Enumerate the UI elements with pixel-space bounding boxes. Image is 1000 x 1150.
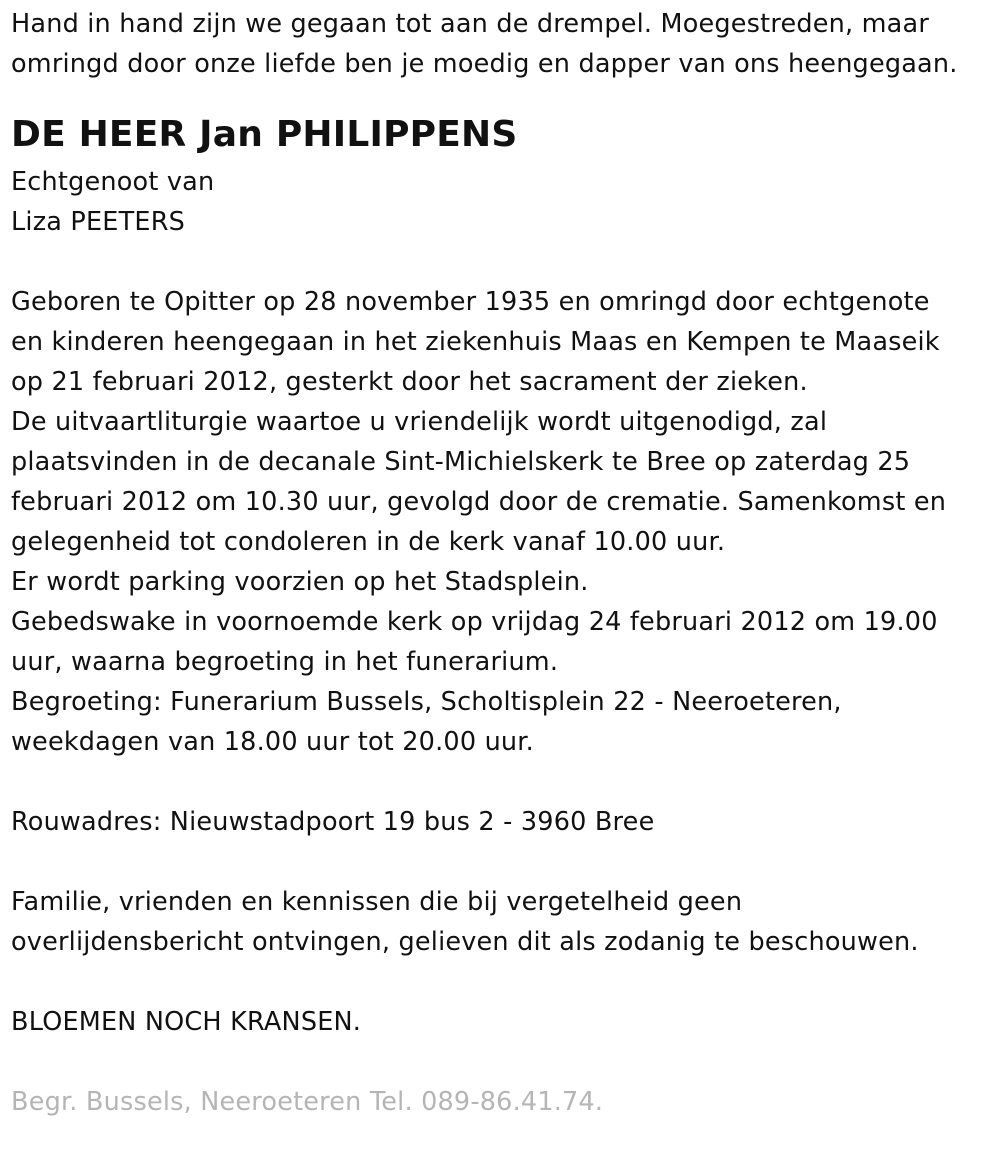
details-line: Er wordt parking voorzien op het Stadsplein. xyxy=(11,567,589,597)
flowers-note: BLOEMEN NOCH KRANSEN. xyxy=(11,1007,362,1037)
details-block xyxy=(11,282,991,762)
details-line: Geboren te Opitter op 28 november 1935 en omringd door echtgenote xyxy=(11,287,930,317)
details-line: Begroeting: Funerarium Bussels, Scholtisplein 22 - Neeroeteren, xyxy=(11,687,842,717)
spouse-name: Liza PEETERS xyxy=(11,207,186,237)
details-line: plaatsvinden in de decanale Sint-Michielskerk te Bree op zaterdag 25 xyxy=(11,447,911,477)
details-line: De uitvaartliturgie waartoe u vriendelijk wordt uitgenodigd, zal xyxy=(11,407,828,437)
details-line: weekdagen van 18.00 uur tot 20.00 uur. xyxy=(11,727,534,757)
notice-block xyxy=(11,882,991,962)
details-line: op 21 februari 2012, gesterkt door het sacrament der zieken. xyxy=(11,367,808,397)
spacer xyxy=(11,762,991,802)
details-line: Gebedswake in voornoemde kerk op vrijdag 24 februari 2012 om 19.00 xyxy=(11,607,938,637)
spacer xyxy=(11,242,991,282)
notice-line: overlijdensbericht ontvingen, gelieven dit als zodanig te beschouwen. xyxy=(11,927,919,957)
spacer xyxy=(11,842,991,882)
obituary-notice xyxy=(11,4,991,1122)
notice-line: Familie, vrienden en kennissen die bij vergetelheid geen xyxy=(11,887,743,917)
spacer xyxy=(11,962,991,1002)
details-line: februari 2012 om 10.30 uur, gevolgd door de crematie. Samenkomst en xyxy=(11,487,947,517)
deceased-name: DE HEER Jan PHILIPPENS xyxy=(11,114,518,155)
details-line: en kinderen heengegaan in het ziekenhuis Maas en Kempen te Maaseik xyxy=(11,327,940,357)
details-line: gelegenheid tot condoleren in de kerk vanaf 10.00 uur. xyxy=(11,527,726,557)
mourning-address: Rouwadres: Nieuwstadpoort 19 bus 2 - 3960 Bree xyxy=(11,807,655,837)
quote-line: omringd door onze liefde ben je moedig en dapper van ons heengegaan. xyxy=(11,49,958,79)
funeral-home-footer: Begr. Bussels, Neeroeteren Tel. 089-86.41.74. xyxy=(11,1087,604,1117)
spouse-block xyxy=(11,162,991,242)
spouse-label: Echtgenoot van xyxy=(11,167,215,197)
spacer xyxy=(11,1042,991,1082)
quote-line: Hand in hand zijn we gegaan tot aan de drempel. Moegestreden, maar xyxy=(11,9,930,39)
details-line: uur, waarna begroeting in het funerarium. xyxy=(11,647,559,677)
opening-quote xyxy=(11,4,991,84)
